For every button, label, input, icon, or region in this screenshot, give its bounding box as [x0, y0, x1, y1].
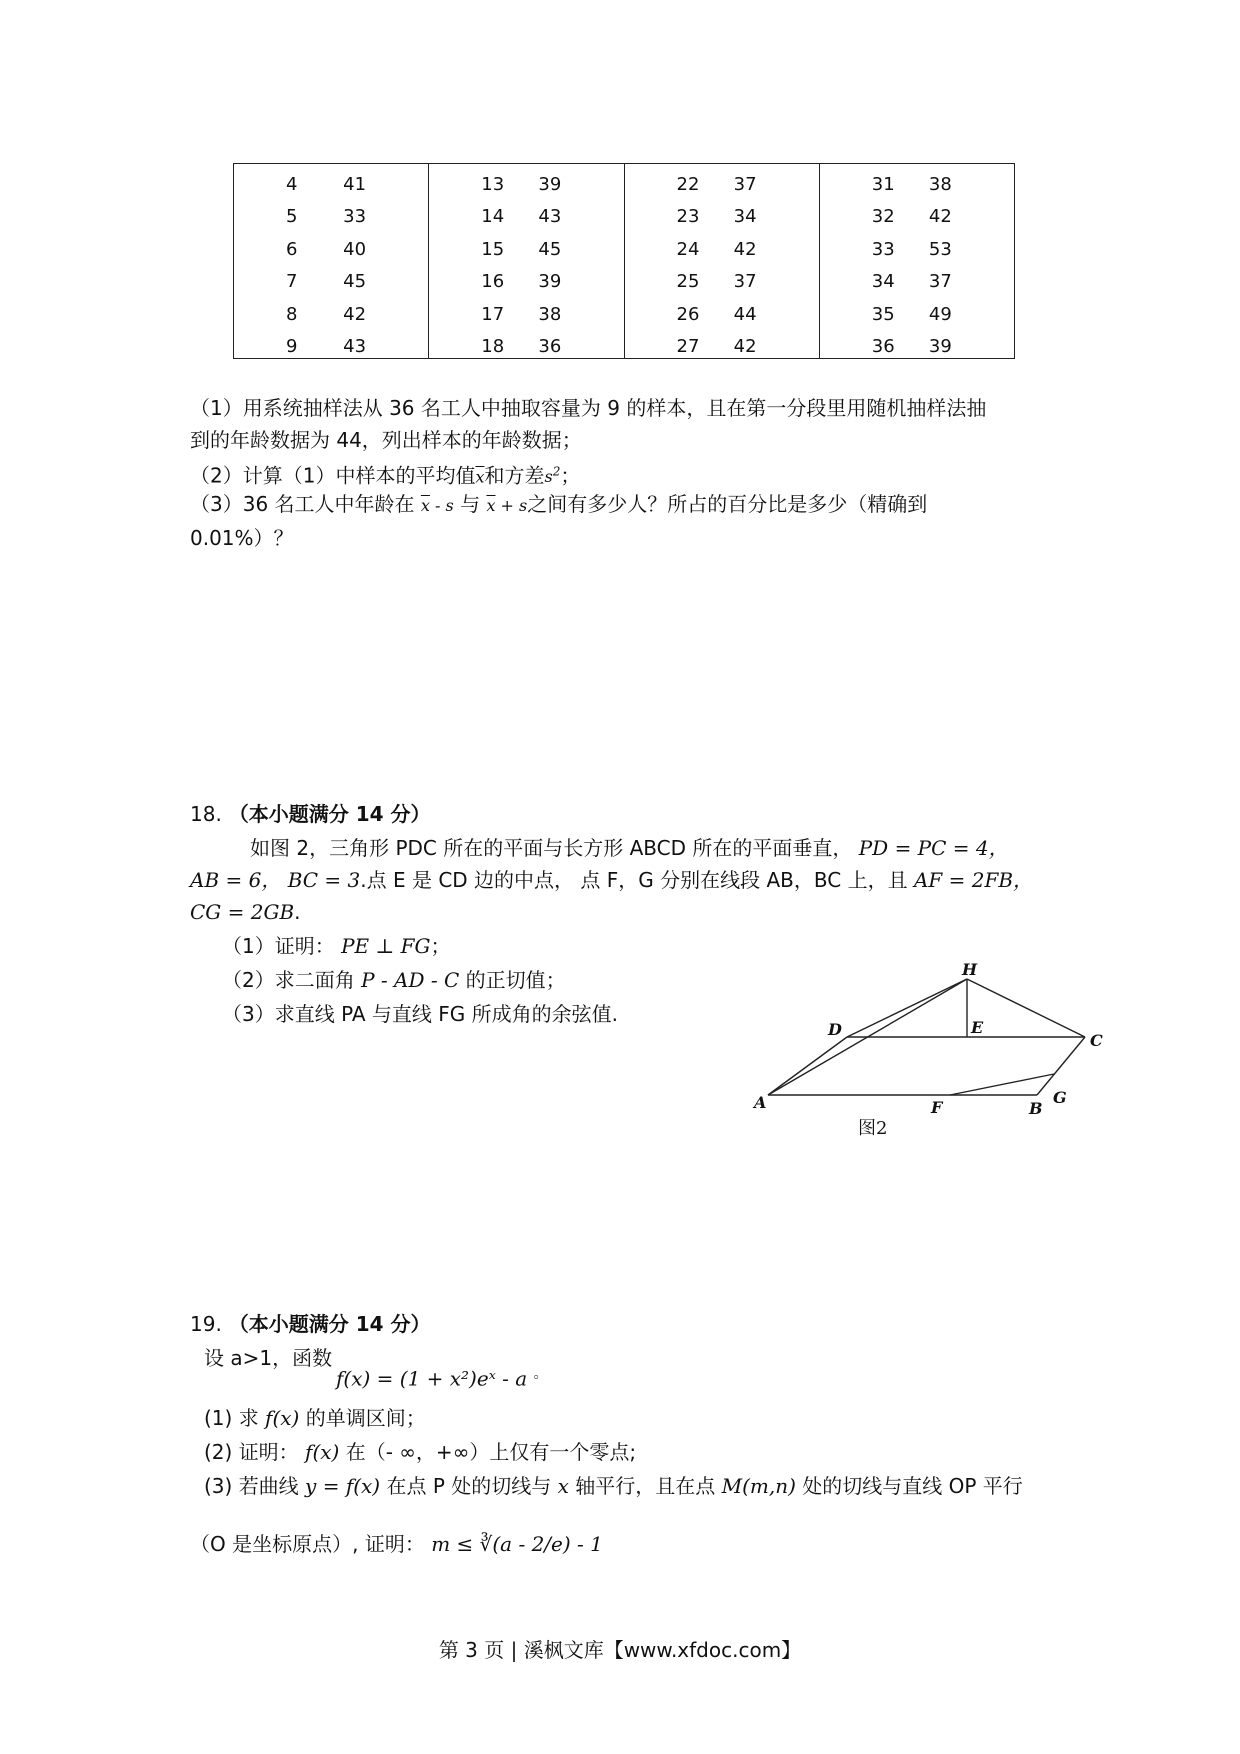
table-row — [625, 331, 819, 364]
q19-sub2 — [204, 1438, 636, 1466]
q18-sub1-text: （1）证明： — [222, 934, 335, 958]
label-E: E — [971, 1018, 984, 1037]
q18-sub2-text: （2）求二面角 — [222, 968, 355, 992]
q17-part3-prefix: （3）36 名工人中年龄在 — [190, 492, 415, 516]
label-F: F — [931, 1098, 943, 1117]
edge-FG — [950, 1074, 1054, 1095]
page-footer: 第 3 页 | 溪枫文库【www.xfdoc.com】 — [438, 1638, 802, 1662]
q18-title: （本小题满分 14 分） — [228, 802, 431, 826]
q17-part1-line2: 到的年龄数据为 44，列出样本的年龄数据； — [190, 428, 582, 452]
worker-id-cell: 23 — [676, 206, 700, 228]
figure-caption: 图2 — [858, 1118, 888, 1139]
worker-id-cell: 36 — [871, 336, 895, 358]
table-row — [234, 168, 428, 201]
worker-id-cell: 33 — [871, 238, 895, 260]
age-cell: 37 — [733, 271, 757, 293]
label-H: H — [962, 960, 978, 979]
q17-part2-end: ； — [560, 463, 581, 488]
worker-id-cell: 16 — [481, 271, 505, 293]
worker-id-cell: 13 — [481, 173, 505, 195]
age-cell: 37 — [928, 271, 952, 293]
q18-line1-math: PD = PC = 4， — [858, 836, 1009, 860]
age-cell: 44 — [733, 303, 757, 325]
age-cell: 42 — [343, 303, 367, 325]
q17-part2-mid: 和方差 — [484, 463, 545, 488]
q19-sub2-math: f(x) — [305, 1440, 340, 1464]
worker-id-cell: 9 — [286, 336, 298, 358]
age-cell: 38 — [928, 173, 952, 195]
table-row — [820, 201, 1014, 234]
mean-symbol: $\overline{x}$ — [475, 467, 485, 487]
q17-part3-end: 之间有多少人？所占的百分比是多少（精确到 — [527, 492, 928, 516]
age-cell: 42 — [733, 238, 757, 260]
q19-function-math: f(x) = (1 + x²)eˣ - a — [336, 1366, 528, 1391]
table-column-group — [429, 164, 624, 358]
q19-intro: 设 a>1，函数 — [204, 1346, 333, 1370]
q19-sub1-end: 的单调区间； — [305, 1406, 426, 1430]
range-lower: $\overline{x}$ - s — [420, 496, 454, 515]
table-row — [820, 168, 1014, 201]
q19-function-end: 。 — [533, 1366, 548, 1382]
q18-line2-math-a: AB = 6， BC = 3 — [190, 868, 361, 892]
q19-sub1-text: (1) 求 — [204, 1406, 259, 1430]
worker-id-cell: 5 — [286, 206, 298, 228]
q18-sub3: （3）求直线 PA 与直线 FG 所成角的余弦值. — [222, 1002, 618, 1026]
q19-sub2-end: 在（- ∞，+∞）上仅有一个零点; — [345, 1440, 637, 1464]
age-cell: 34 — [733, 206, 757, 228]
age-cell: 36 — [538, 336, 562, 358]
age-cell: 40 — [343, 238, 367, 260]
range-upper: $\overline{x} + s$ — [486, 496, 528, 515]
q19-sub1-math: f(x) — [265, 1406, 300, 1430]
q19-function — [336, 1360, 548, 1393]
q17-part3-line2: 0.01%）？ — [190, 526, 294, 550]
label-B: B — [1029, 1099, 1043, 1118]
worker-id-cell: 8 — [286, 303, 298, 325]
age-cell: 42 — [733, 336, 757, 358]
age-data-table — [233, 163, 1015, 359]
table-row — [625, 168, 819, 201]
q19-sub3b-math: m ≤ ∛(a - 2/e) - 1 — [431, 1532, 603, 1556]
q18-number: 18. — [190, 802, 222, 826]
age-cell: 39 — [538, 173, 562, 195]
worker-id-cell: 31 — [871, 173, 895, 195]
table-row — [234, 331, 428, 364]
worker-id-cell: 26 — [676, 303, 700, 325]
q19-sub3-c: 轴平行，且在点 — [575, 1474, 716, 1498]
table-row — [625, 233, 819, 266]
q19-title: （本小题满分 14 分） — [228, 1312, 431, 1336]
worker-id-cell: 7 — [286, 271, 298, 293]
q19-number: 19. — [190, 1312, 222, 1336]
q19-sub1 — [204, 1404, 426, 1432]
worker-id-cell: 35 — [871, 303, 895, 325]
age-cell: 45 — [538, 238, 562, 260]
q18-line2-math-b: AF = 2FB， — [913, 868, 1034, 892]
table-row — [820, 331, 1014, 364]
q19-sub3b-text: （O 是坐标原点）, 证明： — [190, 1532, 425, 1556]
worker-id-cell: 25 — [676, 271, 700, 293]
q19-sub3-line2 — [190, 1530, 603, 1558]
q18-sub2-math: P - AD - C — [361, 968, 460, 992]
table-row — [625, 201, 819, 234]
table-row — [625, 298, 819, 331]
age-cell: 38 — [538, 303, 562, 325]
worker-id-cell: 22 — [676, 173, 700, 195]
age-cell: 45 — [343, 271, 367, 293]
table-row — [429, 168, 623, 201]
table-row — [429, 331, 623, 364]
table-row — [234, 298, 428, 331]
age-cell: 39 — [928, 336, 952, 358]
worker-id-cell: 17 — [481, 303, 505, 325]
q18-sub1-math: PE ⊥ FG — [341, 934, 431, 958]
worker-id-cell: 32 — [871, 206, 895, 228]
age-cell: 37 — [733, 173, 757, 195]
q18-line3-end: . — [294, 900, 301, 924]
edge-AD — [768, 1037, 847, 1095]
q19-sub3-math2: x — [557, 1474, 569, 1498]
q19-sub3 — [204, 1472, 1023, 1500]
geometry-figure — [740, 960, 1120, 1195]
worker-id-cell: 4 — [286, 173, 298, 195]
q17-part2-prefix: （2）计算（1）中样本的平均值 — [190, 463, 476, 488]
q18-line1 — [250, 834, 1009, 862]
table-row — [429, 266, 623, 299]
label-G: G — [1053, 1088, 1067, 1107]
q18-sub1 — [222, 932, 451, 960]
table-row — [429, 233, 623, 266]
q17-part2 — [190, 458, 580, 491]
q19-sub3-math1: y = f(x) — [305, 1474, 381, 1498]
q18-line2 — [190, 866, 1033, 894]
table-column-group — [234, 164, 429, 358]
q18-line3-math: CG = 2GB — [190, 900, 295, 924]
label-A: A — [754, 1093, 767, 1112]
worker-id-cell: 27 — [676, 336, 700, 358]
age-cell: 33 — [343, 206, 367, 228]
q19-sub3-math3: M(m,n) — [721, 1474, 796, 1498]
table-column-group — [625, 164, 820, 358]
label-D: D — [828, 1020, 842, 1039]
variance-symbol: $s^2$ — [544, 465, 561, 487]
q19-sub3-b: 在点 P 处的切线与 — [386, 1474, 552, 1498]
q18-sub1-end: ； — [430, 934, 451, 958]
q19-sub3-a: (3) 若曲线 — [204, 1474, 299, 1498]
q17-part3 — [190, 490, 927, 520]
figure-svg — [740, 960, 1120, 1195]
age-cell: 53 — [928, 238, 952, 260]
worker-id-cell: 18 — [481, 336, 505, 358]
edge-CB — [1037, 1037, 1085, 1095]
age-cell: 39 — [538, 271, 562, 293]
q17-part3-mid: 与 — [460, 492, 481, 516]
table-row — [234, 201, 428, 234]
table-row — [429, 298, 623, 331]
edge-HD — [847, 979, 967, 1037]
table-row — [820, 266, 1014, 299]
q18-line1-text: 如图 2，三角形 PDC 所在的平面与长方形 ABCD 所在的平面垂直， — [250, 836, 853, 860]
q17-part1-line1: （1）用系统抽样法从 36 名工人中抽取容量为 9 的样本，且在第一分段里用随机抽样法抽 — [190, 396, 987, 420]
age-cell: 49 — [928, 303, 952, 325]
q19-sub3-d: 处的切线与直线 OP 平行 — [802, 1474, 1023, 1498]
q18-line3 — [190, 898, 301, 926]
worker-id-cell: 24 — [676, 238, 700, 260]
table-row — [234, 266, 428, 299]
q19-sub2-text: (2) 证明： — [204, 1440, 299, 1464]
worker-id-cell: 15 — [481, 238, 505, 260]
table-row — [429, 201, 623, 234]
q18-sub2-end: 的正切值； — [465, 968, 566, 992]
table-row — [820, 233, 1014, 266]
age-cell: 43 — [538, 206, 562, 228]
worker-id-cell: 6 — [286, 238, 298, 260]
q18-heading — [190, 800, 431, 828]
age-cell: 42 — [928, 206, 952, 228]
q18-line2-text: .点 E 是 CD 边的中点， 点 F，G 分别在线段 AB，BC 上，且 — [360, 868, 908, 892]
age-cell: 43 — [343, 336, 367, 358]
worker-id-cell: 14 — [481, 206, 505, 228]
table-row — [820, 298, 1014, 331]
label-C: C — [1090, 1031, 1103, 1050]
table-row — [625, 266, 819, 299]
table-column-group — [820, 164, 1014, 358]
edge-HC — [967, 979, 1085, 1037]
age-cell: 41 — [343, 173, 367, 195]
table-row — [234, 233, 428, 266]
q19-heading — [190, 1310, 431, 1338]
q18-sub2 — [222, 966, 566, 994]
worker-id-cell: 34 — [871, 271, 895, 293]
